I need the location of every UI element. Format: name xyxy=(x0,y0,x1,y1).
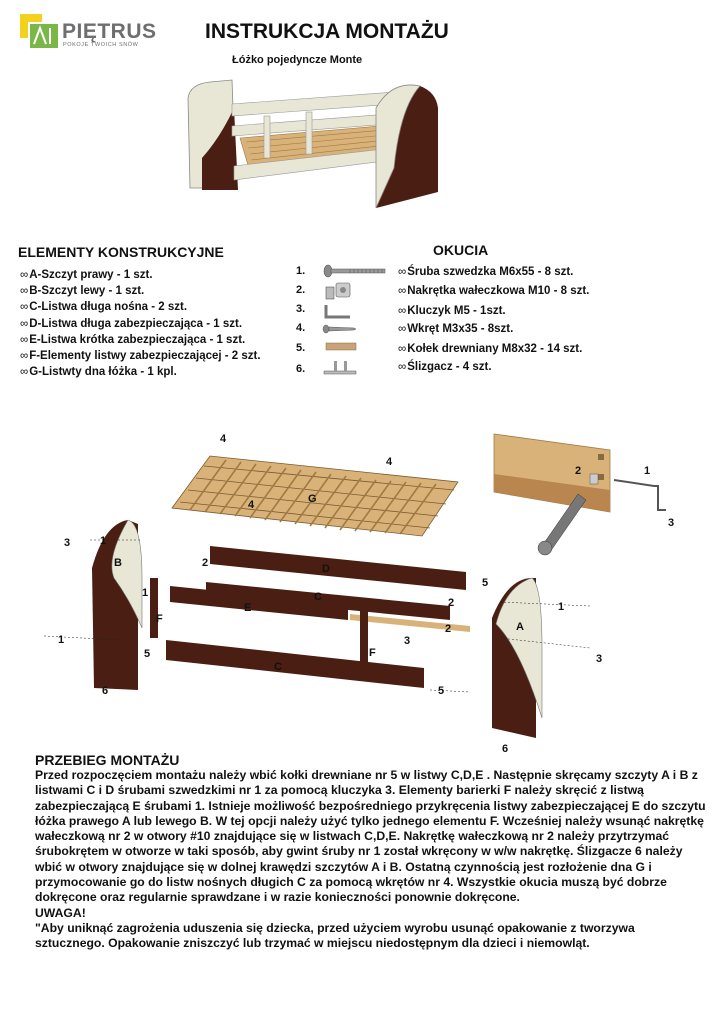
list-item: ∞Kluczyk M5 - 1szt. xyxy=(398,305,506,317)
label-5-right: 5 xyxy=(482,577,489,589)
label-4-right: 4 xyxy=(386,456,393,468)
list-item: ∞Kołek drewniany M8x32 - 14 szt. xyxy=(398,343,583,355)
warning-text: "Aby uniknąć zagrożenia uduszenia się dziecka, przed użyciem wyrobu usunąć opakowanie z tworzywa sztucznego. Opakowanie zniszczyć lub trzymać w miejscu niedostępnym dla dzieci i niemowląt. xyxy=(35,920,635,951)
label-3-right: 3 xyxy=(596,653,603,665)
process-heading: PRZEBIEG MONTAŻU xyxy=(35,752,180,768)
label-1-far-left: 1 xyxy=(58,634,65,646)
list-item: ∞Nakrętka wałeczkowa M10 - 8 szt. xyxy=(398,285,590,297)
glide-icon xyxy=(324,361,356,374)
dowel-icon xyxy=(326,343,356,350)
process-text xyxy=(35,768,707,952)
list-item: ∞Wkręt M3x35 - 8szt. xyxy=(398,323,514,335)
elements-heading: ELEMENTY KONSTRUKCYJNE xyxy=(18,244,224,260)
label-f-right: F xyxy=(369,647,376,659)
list-item: ∞F-Elementy listwy zabezpieczającej - 2 szt. xyxy=(20,350,261,363)
bolt-icon xyxy=(324,265,385,277)
label-1-right: 1 xyxy=(558,601,565,613)
brand-tagline: POKOJE TWOICH SNÓW xyxy=(63,42,139,48)
fitting-number: 6. xyxy=(296,363,306,375)
list-item: ∞E-Listwa krótka zabezpieczająca - 1 szt. xyxy=(20,333,246,346)
fitting-number: 3. xyxy=(296,303,306,315)
label-5-bottom: 5 xyxy=(438,685,445,697)
label-6-left: 6 xyxy=(102,685,109,697)
upright-f-left xyxy=(150,578,158,638)
exploded-assembly-diagram xyxy=(30,428,690,753)
label-f-left: F xyxy=(156,613,163,625)
label-c-bottom: C xyxy=(274,661,282,673)
warning-label: UWAGA! xyxy=(35,905,86,920)
barrel-nut-icon xyxy=(326,283,350,299)
brand-name: PIĘTRUS xyxy=(62,20,157,43)
fitting-number: 4. xyxy=(296,322,306,334)
page-title: INSTRUKCJA MONTAŻU xyxy=(205,20,449,43)
label-a: A xyxy=(516,621,524,633)
list-item: ∞Ślizgacz - 4 szt. xyxy=(398,361,492,373)
list-item: ∞A-Szczyt prawy - 1 szt. xyxy=(20,269,153,281)
label-e: E xyxy=(244,602,252,614)
label-inset-1: 1 xyxy=(644,465,651,477)
label-2-left: 2 xyxy=(202,557,209,569)
label-inset-3: 3 xyxy=(668,517,675,529)
label-inset-2: 2 xyxy=(575,465,582,477)
brand-logo-icon xyxy=(20,14,60,50)
list-item: ∞B-Szczyt lewy - 1 szt. xyxy=(20,285,145,298)
list-item: ∞G-Listwty dna łóżka - 1 kpl. xyxy=(20,366,177,379)
label-2-inner: 2 xyxy=(445,623,452,635)
label-1-mid: 1 xyxy=(142,587,149,599)
label-1-left: 1 xyxy=(100,535,107,547)
label-g: G xyxy=(308,493,317,505)
rail-d xyxy=(210,546,466,590)
list-item: ∞Śruba szwedzka M6x55 - 8 szt. xyxy=(398,266,574,278)
label-4-mid: 4 xyxy=(248,499,255,511)
rail-c-bottom xyxy=(166,640,424,688)
label-3-left: 3 xyxy=(64,537,71,549)
detail-inset xyxy=(494,434,666,555)
screw-icon xyxy=(323,325,356,333)
list-item: ∞D-Listwa długa zabezpieczająca - 1 szt. xyxy=(20,317,243,330)
fitting-number: 5. xyxy=(296,342,306,354)
process-paragraph: Przed rozpoczęciem montażu należy wbić kołki drewniane nr 5 w listwy C,D,E . Następnie skręcamy szczyty A i B z listwami C i D śrubami szwedzkimi nr 1 za pomocą kluczyka 3. Elementy barierki F należy skręcić z listwą zabezpieczającą E śrubami 1. Istnieje możliwość bezpośredniego przykręcenia listwy zabezpieczającej E do szczytu łóżka prawego A lub lewego B. W tej opcji należy użyć tylko jednego elementu F. Wcześniej należy wsunąć nakrętkę wałeczkową nr 2 w otwory #10 znajdujące się w listwach C,D,E. Nakrętkę wałeczkową nr 2 należy przytrzymać śrubokrętem w otworze w taki sposób, aby gwint śruby nr 1 został wkręcony w w/w nakrętkę. Ślizgacze 6 należy wbić w otwory znajdujące się w dolnej krawędzi szczytów A i B. Ostatną czynnością jest rozłożenie dna G i przymocowanie go do listw nośnych długich C za pomocą wkrętów nr 4. Wszystkie okucia muszą być dobrze dokręcone oraz regularnie sprawdzane i w razie konieczności ponownie dokręcone. xyxy=(35,768,706,905)
product-name: Łóżko pojedyncze Monte xyxy=(232,54,363,66)
fittings-icons xyxy=(320,263,390,383)
label-3-center: 3 xyxy=(404,635,411,647)
label-d: D xyxy=(322,563,330,575)
label-b: B xyxy=(114,557,122,569)
headboard-a xyxy=(492,578,542,738)
allen-key-icon xyxy=(326,305,350,317)
label-2-right: 2 xyxy=(448,597,455,609)
fittings-heading: OKUCIA xyxy=(433,242,489,258)
label-5-left: 5 xyxy=(144,648,151,660)
bed-product-illustration xyxy=(180,68,445,216)
elements-list xyxy=(20,267,261,380)
label-6-right: 6 xyxy=(502,743,509,753)
list-item: ∞C-Listwa długa nośna - 2 szt. xyxy=(20,301,188,314)
fitting-number: 1. xyxy=(296,265,306,277)
fitting-number: 2. xyxy=(296,284,306,296)
upright-f-right xyxy=(360,608,368,672)
label-c-top: C xyxy=(314,591,322,603)
label-4-top: 4 xyxy=(220,433,227,445)
